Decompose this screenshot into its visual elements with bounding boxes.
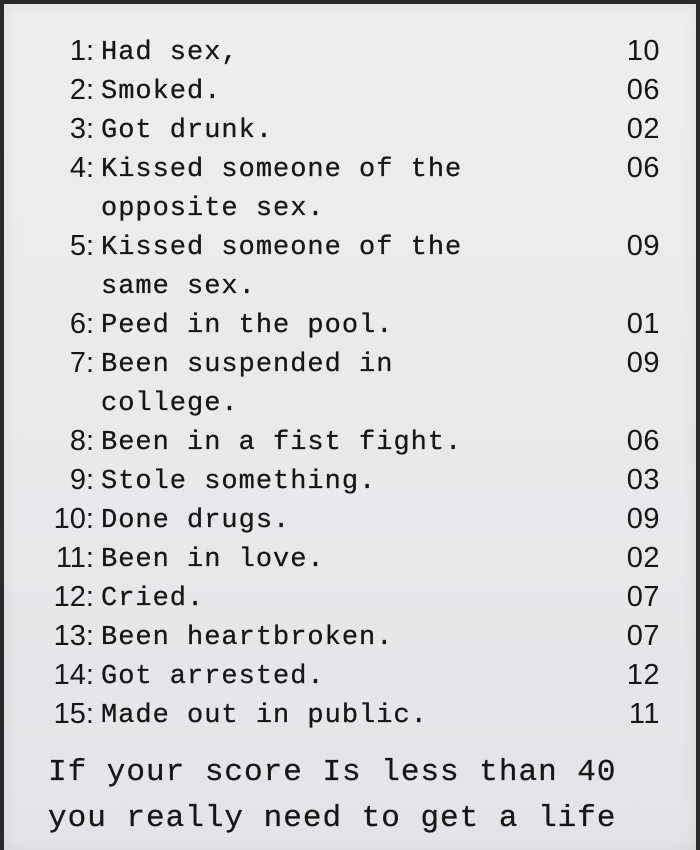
item-number: 2: <box>69 74 94 106</box>
list-item <box>4 149 700 227</box>
item-score: 06 <box>626 152 660 184</box>
item-number: 5: <box>69 230 94 262</box>
item-score: 03 <box>626 464 660 496</box>
item-number: 14: <box>53 659 94 691</box>
item-score: 07 <box>626 620 660 652</box>
footer-line-1: If your score Is less than 40 <box>48 755 617 790</box>
item-text: Been suspended in college. <box>101 350 394 419</box>
list-item <box>4 656 700 695</box>
item-score: 09 <box>626 503 660 535</box>
paper-sheet <box>4 4 696 850</box>
list-item <box>4 110 700 149</box>
item-score: 09 <box>626 230 660 262</box>
item-score: 10 <box>626 35 660 67</box>
item-score: 11 <box>628 698 660 730</box>
list-item <box>4 500 700 539</box>
item-text: Got arrested. <box>101 662 325 692</box>
item-number: 4: <box>69 152 94 184</box>
item-text: Peed in the pool. <box>101 311 394 341</box>
item-number: 13: <box>53 620 94 652</box>
item-text: Got drunk. <box>101 116 274 146</box>
item-text: Had sex, <box>101 38 239 68</box>
item-number: 10: <box>53 503 94 535</box>
item-text: Made out in public. <box>101 701 428 731</box>
checklist <box>4 32 700 734</box>
list-item <box>4 539 700 578</box>
item-score: 07 <box>626 581 660 613</box>
list-item <box>4 227 700 305</box>
footer-line-2: you really need to get a life <box>48 801 617 836</box>
item-number: 3: <box>69 113 94 145</box>
item-text: Been in love. <box>101 545 325 575</box>
item-number: 12: <box>53 581 94 613</box>
item-number: 9: <box>69 464 94 496</box>
item-score: 02 <box>626 542 660 574</box>
item-score: 01 <box>626 308 660 340</box>
item-text: Kissed someone of the opposite sex. <box>101 155 463 224</box>
list-item <box>4 422 700 461</box>
list-item <box>4 695 700 734</box>
item-number: 11: <box>55 542 94 574</box>
item-text: Stole something. <box>101 467 377 497</box>
item-score: 12 <box>626 659 660 691</box>
item-text: Kissed someone of the same sex. <box>101 233 463 302</box>
item-number: 1: <box>69 35 94 67</box>
item-text: Been in a fist fight. <box>101 428 463 458</box>
list-item <box>4 32 700 71</box>
list-item <box>4 461 700 500</box>
list-item <box>4 305 700 344</box>
list-item <box>4 578 700 617</box>
item-text: Been heartbroken. <box>101 623 394 653</box>
item-score: 06 <box>626 425 660 457</box>
item-number: 8: <box>69 425 94 457</box>
item-text: Done drugs. <box>101 506 291 536</box>
item-score: 02 <box>626 113 660 145</box>
list-item <box>4 344 700 422</box>
item-number: 15: <box>53 698 94 730</box>
footer-message <box>48 750 668 842</box>
list-item <box>4 71 700 110</box>
item-text: Smoked. <box>101 77 222 107</box>
item-score: 09 <box>626 347 660 379</box>
item-number: 7: <box>69 347 94 379</box>
item-number: 6: <box>69 308 94 340</box>
list-item <box>4 617 700 656</box>
item-score: 06 <box>626 74 660 106</box>
item-text: Cried. <box>101 584 205 614</box>
